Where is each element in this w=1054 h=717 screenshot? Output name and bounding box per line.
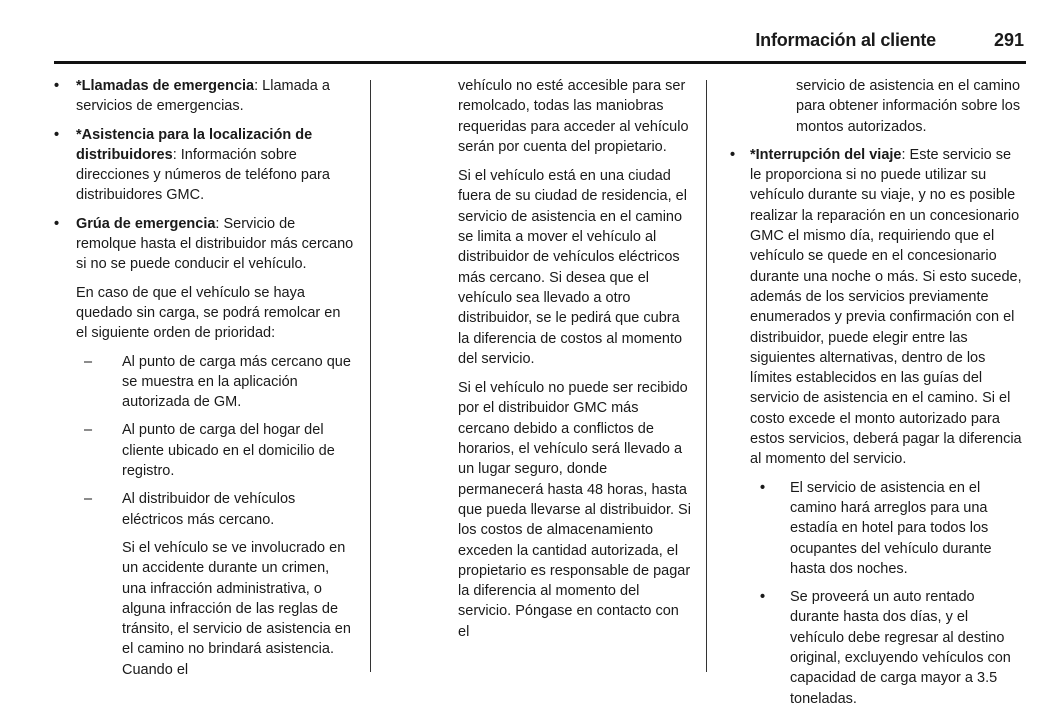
sub-bullet-text: Se proveerá un auto rentado durante hasta dos días, y el vehículo debe regresar al destino original, excluyendo vehículos con capacidad de carga mayor a 3.5 toneladas.: [790, 589, 1011, 707]
sub-bullet-hotel: [730, 478, 1026, 579]
dash-text: Al punto de carga del hogar del cliente ubicado en el domicilio de registro.: [122, 422, 335, 480]
column-3: [730, 76, 1026, 717]
bullet-label: *Interrupción del viaje: [750, 146, 902, 163]
bullet-llamadas-emergencia: [54, 76, 354, 117]
paragraph-otra-ciudad: Si el vehículo está en una ciudad fuera de su ciudad de residencia, el servicio de asistencia en el camino se limita a mover el vehículo al distribuidor de vehículos eléctricos más cercano. Si desea que el vehículo sea llevado a otro distribuidor, se le pedirá que cubra la diferencia de costos al momento del servicio.: [458, 168, 687, 367]
dash-icon: –: [84, 353, 93, 370]
bullet-icon: •: [54, 215, 60, 232]
bullet-icon: •: [54, 126, 60, 143]
column-divider-2: [706, 80, 707, 672]
dash-text: Al punto de carga más cercano que se muestra en la aplicación autorizada de GM.: [122, 353, 351, 411]
bullet-text: : Información sobre direcciones y números de teléfono para distribuidores GMC.: [76, 146, 330, 204]
bullet-label: Grúa de emergencia: [76, 215, 216, 232]
bullet-icon: •: [54, 78, 60, 94]
section-title: Información al cliente: [755, 30, 936, 50]
paragraph-no-accesible: vehículo no esté accesible para ser remolcado, todas las maniobras requeridas para acceder al vehículo serán por cuenta del propietario.: [458, 78, 689, 155]
column-divider-1: [370, 80, 371, 672]
bullet-label: *Asistencia para la localización de distribuidores: [76, 126, 313, 163]
dash-icon: –: [84, 491, 93, 508]
dash-icon: –: [84, 422, 93, 439]
header-rule: [54, 61, 1026, 64]
page-number: 291: [993, 30, 1024, 50]
bullet-text: : Este servicio se le proporciona si no puede utilizar su vehículo durante su viaje, y no es posible realizar la reparación en un concesionario GMC el mismo día, requiriendo que el vehículo se quede en el concesionario durante una noche o más. Si esto sucede, además de los servicios previamente enumerados y previa confirmación con el distribuidor, puede elegir entre las siguientes alternativas, dentro de los límites establecidos en las guías del servicio de asistencia en el camino. Si el costo excede el monto autorizado para estos servicios, deberá pagar la diferencia al momento del servicio.: [750, 146, 1022, 468]
bullet-icon: •: [760, 589, 766, 606]
dash-item-hogar: [54, 420, 354, 481]
page-header: [0, 30, 1054, 62]
bullet-grua-emergencia: [54, 214, 354, 275]
bullet-label: *Llamadas de emergencia: [76, 78, 255, 94]
paragraph-sin-carga: En caso de que el vehículo se haya quedado sin carga, se podrá remolcar en el siguiente orden de prioridad:: [76, 284, 341, 342]
paragraph-conflictos-horario: Si el vehículo no puede ser recibido por el distribuidor GMC más cercano debido a conflictos de horarios, el vehículo será llevado a un lugar seguro, donde permanecerá hasta 48 horas, hasta que pueda llevarse al distribuidor. Si los costos de almacenamiento exceden la cantidad autorizada, el propietario es responsable de pagar la diferencia al momento del servicio. Póngase en contacto con el: [458, 380, 691, 640]
paragraph-accidente: Si el vehículo se ve involucrado en un accidente durante un crimen, una infracción administrativa, o alguna infracción de las reglas de tránsito, el servicio de asistencia en el camino no brindará asistencia. Cuando el: [122, 539, 351, 678]
column-2: [458, 76, 693, 651]
sub-bullet-auto-rentado: [730, 587, 1026, 709]
bullet-asistencia-distribuidores: [54, 125, 354, 206]
bullet-icon: •: [760, 479, 766, 496]
column-1: [54, 76, 354, 688]
bullet-interrupcion-viaje: [730, 145, 1026, 470]
bullet-text: : Servicio de remolque hasta el distribuidor más cercano si no se puede conducir el vehículo.: [76, 215, 354, 273]
bullet-icon: •: [730, 146, 736, 163]
dash-item-punto-carga: [54, 352, 354, 413]
dash-text: Al distribuidor de vehículos eléctricos más cercano.: [122, 491, 296, 528]
sub-bullet-text: El servicio de asistencia en el camino hará arreglos para una estadía en hotel para todos los ocupantes del vehículo durante hasta dos noches.: [790, 479, 992, 577]
bullet-text: : Llamada a servicios de emergencias.: [76, 78, 330, 115]
dash-item-distribuidor: [54, 489, 354, 530]
paragraph-montos: servicio de asistencia en el camino para obtener información sobre los montos autorizados.: [796, 78, 1021, 135]
